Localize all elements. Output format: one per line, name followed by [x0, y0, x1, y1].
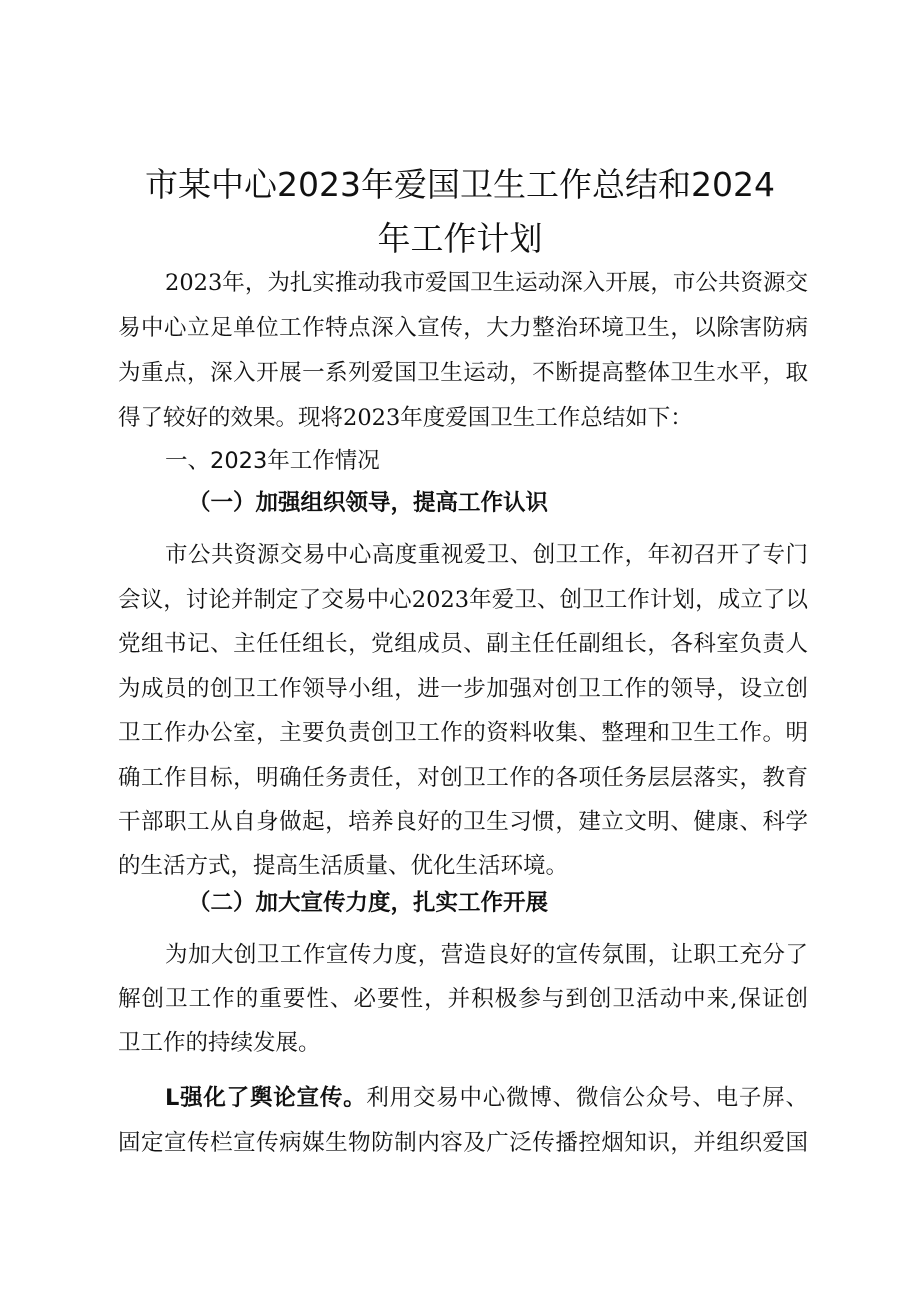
sub1-line-4: 为成员的创卫工作领导小组，进一步加强对创卫工作的领导，设立创 [118, 676, 808, 702]
sub1-line-1: 市公共资源交易中心高度重视爱卫、创卫工作，年初召开了专门 [165, 542, 808, 568]
item1-line-2: 固定宣传栏宣传病媒生物防制内容及广泛传播控烟知识，并组织爱国 [118, 1130, 808, 1156]
sub1-line-8: 的生活方式，提高生活质量、优化生活环境。 [118, 853, 569, 879]
item1-line-1 [165, 1083, 808, 1113]
section-heading-1: 一、2023年工作情况 [165, 448, 380, 474]
intro-line-4: 得了较好的效果。现将2023年度爱国卫生工作总结如下： [118, 405, 693, 431]
sub2-line-3: 卫工作的持续发展。 [118, 1030, 321, 1056]
sub1-line-7: 干部职工从自身做起，培养良好的卫生习惯，建立文明、健康、科学 [118, 809, 808, 835]
sub1-line-2: 会议，讨论并制定了交易中心2023年爱卫、创卫工作计划，成立了以 [118, 587, 808, 613]
sub1-line-6: 确工作目标，明确任务责任，对创卫工作的各项任务层层落实，教育 [118, 765, 808, 791]
sub2-line-1: 为加大创卫工作宣传力度，营造良好的宣传氛围，让职工充分了 [165, 942, 808, 968]
sub2-line-2: 解创卫工作的重要性、必要性，并积极参与到创卫活动中来,保证创 [118, 986, 808, 1012]
item1-rest: 利用交易中心微博、微信公众号、电子屏、 [366, 1085, 808, 1111]
intro-line-2: 易中心立足单位工作特点深入宣传，大力整治环境卫生，以除害防病 [118, 315, 808, 341]
document-title-line-2: 年工作计划 [377, 219, 543, 258]
intro-line-1: 2023年，为扎实推动我市爱国卫生运动深入开展，市公共资源交 [165, 270, 808, 296]
subsection-heading-1: （一）加强组织领导，提高工作认识 [188, 490, 549, 516]
intro-line-3: 为重点，深入开展一系列爱国卫生运动，不断提高整体卫生水平，取 [118, 360, 808, 386]
sub1-line-3: 党组书记、主任任组长，党组成员、副主任任副组长，各科室负责人 [118, 631, 808, 657]
document-title-line-1: 市某中心2023年爱国卫生工作总结和2024 [145, 165, 775, 204]
sub1-line-5: 卫工作办公室，主要负责创卫工作的资料收集、整理和卫生工作。明 [118, 720, 808, 746]
subsection-heading-2: （二）加大宣传力度，扎实工作开展 [188, 890, 549, 916]
item1-bold-lead: L强化了舆论宣传。 [165, 1085, 367, 1111]
